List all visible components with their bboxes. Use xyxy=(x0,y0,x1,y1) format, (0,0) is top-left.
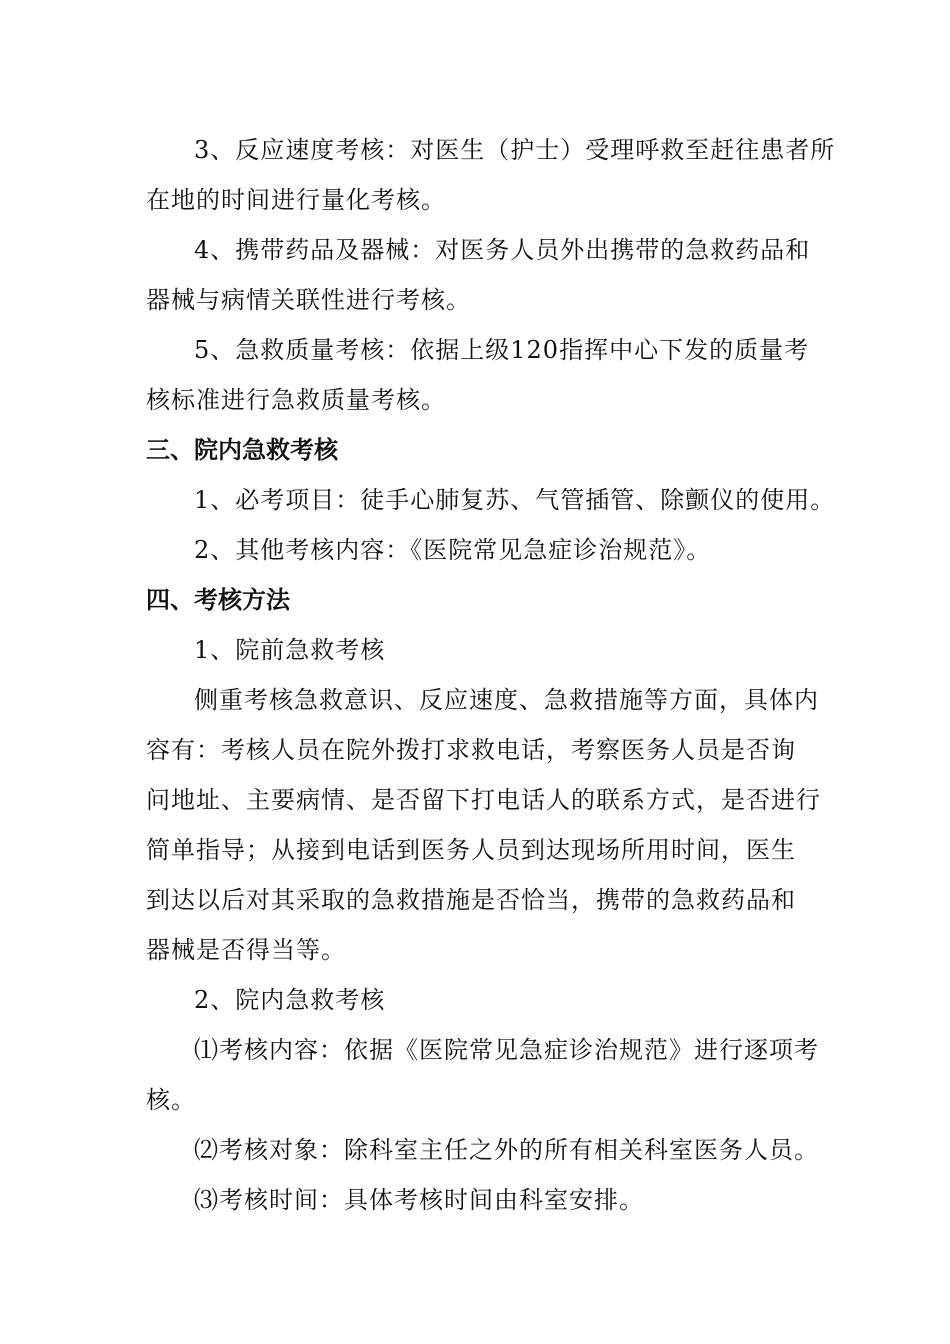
paragraph-line: ⑶考核时间：具体考核时间由科室安排。 xyxy=(194,1186,644,1214)
subsection-heading: 1、院前急救考核 xyxy=(194,636,386,664)
paragraph-line: 5、急救质量考核：依据上级120指挥中心下发的质量考 xyxy=(194,336,810,364)
paragraph-line: 器械是否得当等。 xyxy=(146,936,346,964)
paragraph-line: 核标准进行急救质量考核。 xyxy=(146,386,446,414)
paragraph-line: 3、反应速度考核：对医生（护士）受理呼救至赶往患者所 xyxy=(194,136,836,164)
subsection-heading: 2、院内急救考核 xyxy=(194,986,386,1014)
document-page xyxy=(146,125,836,1225)
section-heading: 四、考核方法 xyxy=(146,586,290,614)
paragraph-line: ⑴考核内容：依据《医院常见急症诊治规范》进行逐项考 xyxy=(194,1036,819,1064)
paragraph-line: 侧重考核急救意识、反应速度、急救措施等方面，具体内 xyxy=(194,686,819,714)
paragraph-line: 问地址、主要病情、是否留下打电话人的联系方式，是否进行 xyxy=(146,786,821,814)
paragraph-line: 4、携带药品及器械：对医务人员外出携带的急救药品和 xyxy=(194,236,811,264)
paragraph-line: 1、必考项目：徒手心肺复苏、气管插管、除颤仪的使用。 xyxy=(194,486,836,514)
paragraph-line: 到达以后对其采取的急救措施是否恰当，携带的急救药品和 xyxy=(146,886,796,914)
paragraph-line: 2、其他考核内容：《医院常见急症诊治规范》。 xyxy=(194,536,712,564)
section-heading: 三、院内急救考核 xyxy=(146,436,338,464)
paragraph-line: 简单指导；从接到电话到医务人员到达现场所用时间，医生 xyxy=(146,836,796,864)
paragraph-line: 器械与病情关联性进行考核。 xyxy=(146,286,471,314)
paragraph-line: 容有：考核人员在院外拨打求救电话，考察医务人员是否询 xyxy=(146,736,796,764)
paragraph-line: ⑵考核对象：除科室主任之外的所有相关科室医务人员。 xyxy=(194,1136,819,1164)
paragraph-line: 核。 xyxy=(146,1086,196,1114)
paragraph-line: 在地的时间进行量化考核。 xyxy=(146,186,446,214)
